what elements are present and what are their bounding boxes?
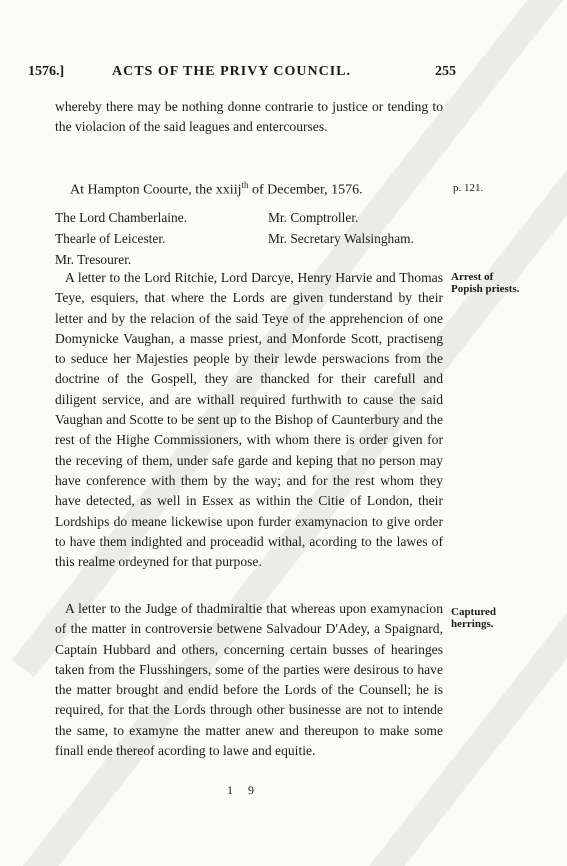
running-header (28, 64, 456, 86)
margin-note-line: herrings. (451, 618, 494, 630)
margin-note (451, 271, 561, 295)
header-title: ACTS OF THE PRIVY COUNCIL. (112, 64, 352, 79)
attendee: Thearle of Leicester. (55, 231, 166, 246)
header-year: 1576.] (28, 64, 65, 79)
margin-note-line: Arrest of (451, 271, 494, 283)
session-heading (70, 180, 450, 199)
entry-text: A letter to the Lord Ritchie, Lord Darcye, Henry Harvie and Thomas Teye, esquiers, that where the Lords are given tunderstand by their letter and by the relacion of the said Teye of the apprehencion of one Domynicke Vaughan, a masse priest, and Monforde Scott, practiseng to seduce her Majesties people by their lewde perswacions from the doctrine of the Gospell, they are thancked for their carefull and diligent service, and are withall required furthwith to cause the said Vaughan and Scotte to be sent up to the Bishop of Caunterbury and the rest of the Highe Commissioners, with whom there is order given for the receving of them, under safe garde and keping that no person may have conference with them by the way; and for the rest whom they have detected, as well in Essex as within the Citie of London, their Lordships do meane lickewise upon furder examynacion to give order to have them indighted and proceadid withal, acording to the lawes of this realme ordeyned for that purpose. (55, 270, 443, 570)
entry-paragraph (55, 599, 443, 761)
session-heading-sup: th (241, 180, 249, 190)
page-reference: p. 121. (453, 182, 484, 194)
entry-text: A letter to the Judge of thadmiraltie that whereas upon examynacion of the matter in controversie betwene Salvadour D'Adey, a Spaignard, Captain Hubbard and others, concerning certain busses of hearinges taken from the Flusshingers, some of the parties were desirous to have the matter brought and endid before the Lords of the Counsell; he is required, for that the Lords through other businesse are not to intende the same, to examyne the matter anew and thereupon to make some finall ende thereof acording to lawe and equitie. (55, 601, 443, 759)
session-heading-text: At Hampton Coourte, the xxiij (70, 182, 242, 198)
header-page-number: 255 (435, 64, 456, 79)
margin-note-line: Popish priests. (451, 283, 520, 295)
margin-note (451, 606, 561, 630)
opening-text: whereby there may be nothing donne contrarie to justice or tending to the violacion of the said leagues and entercourses. (55, 99, 443, 135)
margin-note-line: Captured (451, 606, 497, 618)
attendee: Mr. Tresourer. (55, 252, 132, 267)
entry-paragraph (55, 268, 443, 572)
attendee: Mr. Secretary Walsingham. (268, 231, 414, 246)
attendee: Mr. Comptroller. (268, 210, 359, 225)
session-heading-end: of December, 1576. (248, 182, 363, 198)
opening-paragraph (55, 97, 443, 138)
attendee: The Lord Chamberlaine. (55, 210, 187, 225)
signature-mark: 1 9 (227, 783, 260, 797)
